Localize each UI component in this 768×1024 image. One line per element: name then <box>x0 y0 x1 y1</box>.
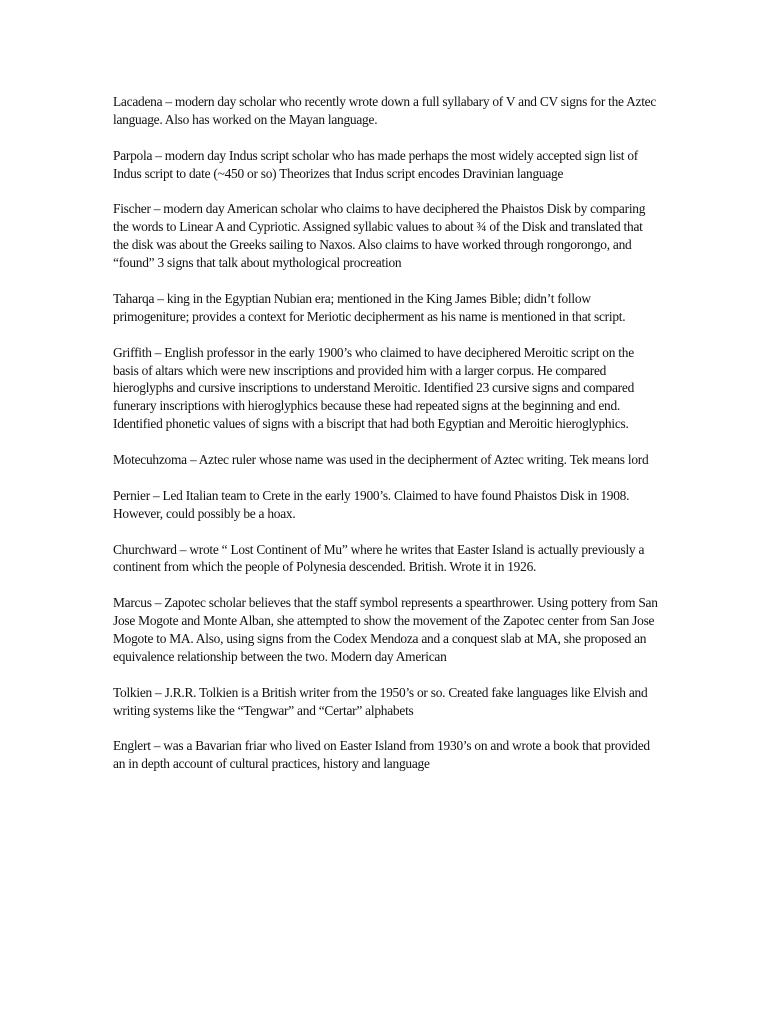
entry-tolkien: Tolkien – J.R.R. Tolkien is a British writer from the 1950’s or so. Created fake languages like Elvish and writing systems like the “Tengwar” and “Certar” alphabets <box>113 684 648 718</box>
entry-fischer: Fischer – modern day American scholar who claims to have deciphered the Phaistos Disk by comparing the words to Linear A and Cypriotic. Assigned syllabic values to about ¾ of the Disk and translated that the disk was about the Greeks sailing to Naxos. Also claims to have worked through rongorongo, and “found” 3 signs that talk about mythological procreation <box>113 201 646 271</box>
entry-pernier: Pernier – Led Italian team to Crete in the early 1900’s. Claimed to have found Phaistos Disk in 1908. However, could possibly be a hoax. <box>113 487 630 521</box>
entry-englert: Englert – was a Bavarian friar who lived on Easter Island from 1930’s on and wrote a book that provided an in depth account of cultural practices, history and language <box>113 738 650 772</box>
entry-lacadena: Lacadena – modern day scholar who recently wrote down a full syllabary of V and CV signs for the Aztec language. Also has worked on the Mayan language. <box>113 94 657 127</box>
entry-griffith: Griffith – English professor in the early 1900’s who claimed to have deciphered Meroitic script on the basis of altars which were new inscriptions and provided him with a larger corpus. He compared hieroglyphs and cursive inscriptions to understand Meroitic. Identified 23 cursive signs and compared funerary inscriptions with hieroglyphics because these had repeated signs at the beginning and end. Identified phonetic values of signs with a biscript that had both Egyptian and Meroitic hieroglyphics. <box>113 344 635 432</box>
entry-marcus: Marcus – Zapotec scholar believes that the staff symbol represents a spearthrower. Using pottery from San Jose Mogote and Monte Alban, she attempted to show the movement of the Zapotec center from San Jose Mogote to MA. Also, using signs from the Codex Mendoza and a conquest slab at MA, she proposed an equivalence relationship between the two. Modern day American <box>113 595 658 664</box>
document-body <box>113 93 658 791</box>
entry-parpola: Parpola – modern day Indus script scholar who has made perhaps the most widely accepted sign list of Indus script to date (~450 or so) Theorizes that Indus script encodes Dravinian language <box>113 147 638 181</box>
entry-churchward: Churchward – wrote “ Lost Continent of Mu” where he writes that Easter Island is actually previously a continent from which the people of Polynesia descended. British. Wrote it in 1926. <box>113 541 645 575</box>
entry-motecuhzoma: Motecuhzoma – Aztec ruler whose name was used in the decipherment of Aztec writing. Tek means lord <box>113 452 649 468</box>
entry-taharqa: Taharqa – king in the Egyptian Nubian era; mentioned in the King James Bible; didn’t follow primogeniture; provides a context for Meriotic decipherment as his name is mentioned in that script. <box>113 290 626 324</box>
